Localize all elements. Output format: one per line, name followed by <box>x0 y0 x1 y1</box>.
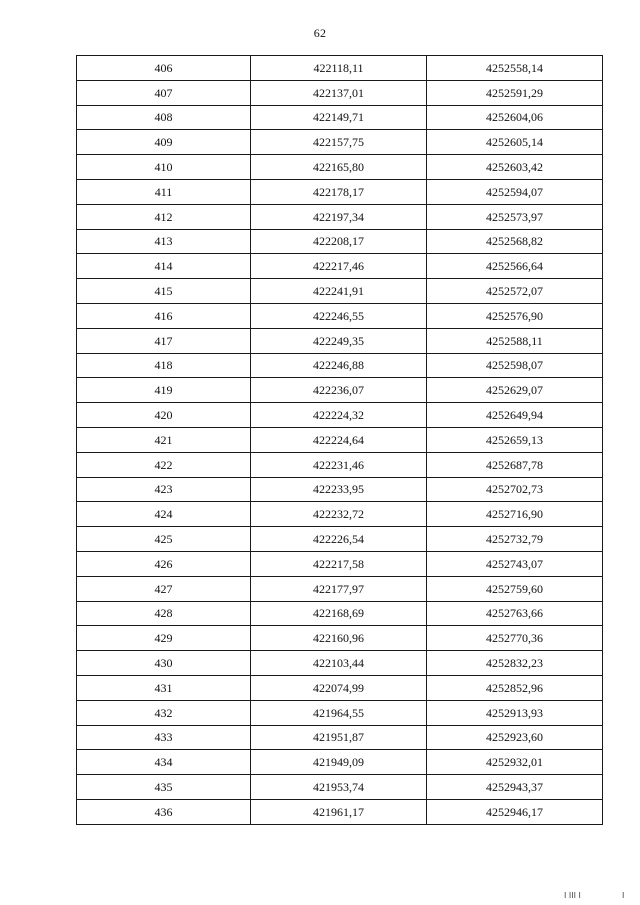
point-number-cell: 432 <box>77 700 251 725</box>
coordinates-table <box>76 55 603 825</box>
y-coordinate-cell: 4252946,17 <box>427 799 603 824</box>
y-coordinate-cell: 4252566,64 <box>427 254 603 279</box>
table-row <box>77 353 603 378</box>
x-coordinate-cell: 422217,58 <box>251 551 427 576</box>
x-coordinate-cell: 422074,99 <box>251 675 427 700</box>
point-number-cell: 407 <box>77 80 251 105</box>
table-row <box>77 700 603 725</box>
y-coordinate-cell: 4252588,11 <box>427 328 603 353</box>
table-row <box>77 204 603 229</box>
point-number-cell: 418 <box>77 353 251 378</box>
x-coordinate-cell: 422160,96 <box>251 626 427 651</box>
y-coordinate-cell: 4252598,07 <box>427 353 603 378</box>
x-coordinate-cell: 422226,54 <box>251 527 427 552</box>
x-coordinate-cell: 422233,95 <box>251 477 427 502</box>
table-row <box>77 527 603 552</box>
y-coordinate-cell: 4252568,82 <box>427 229 603 254</box>
table-row <box>77 303 603 328</box>
point-number-cell: 425 <box>77 527 251 552</box>
y-coordinate-cell: 4252923,60 <box>427 725 603 750</box>
y-coordinate-cell: 4252629,07 <box>427 378 603 403</box>
y-coordinate-cell: 4252659,13 <box>427 427 603 452</box>
point-number-cell: 410 <box>77 155 251 180</box>
point-number-cell: 420 <box>77 403 251 428</box>
y-coordinate-cell: 4252913,93 <box>427 700 603 725</box>
y-coordinate-cell: 4252759,60 <box>427 576 603 601</box>
x-coordinate-cell: 422149,71 <box>251 105 427 130</box>
point-number-cell: 433 <box>77 725 251 750</box>
page-number: 62 <box>313 26 327 40</box>
y-coordinate-cell: 4252943,37 <box>427 775 603 800</box>
x-coordinate-cell: 422246,55 <box>251 303 427 328</box>
table-row <box>77 576 603 601</box>
table-row <box>77 626 603 651</box>
table-row <box>77 675 603 700</box>
point-number-cell: 414 <box>77 254 251 279</box>
point-number-cell: 429 <box>77 626 251 651</box>
table-row <box>77 254 603 279</box>
x-coordinate-cell: 422224,64 <box>251 427 427 452</box>
point-number-cell: 419 <box>77 378 251 403</box>
y-coordinate-cell: 4252832,23 <box>427 651 603 676</box>
point-number-cell: 406 <box>77 56 251 81</box>
table-row <box>77 229 603 254</box>
x-coordinate-cell: 422224,32 <box>251 403 427 428</box>
y-coordinate-cell: 4252591,29 <box>427 80 603 105</box>
table-row <box>77 403 603 428</box>
point-number-cell: 416 <box>77 303 251 328</box>
point-number-cell: 435 <box>77 775 251 800</box>
table-row <box>77 130 603 155</box>
x-coordinate-cell: 422178,17 <box>251 179 427 204</box>
point-number-cell: 430 <box>77 651 251 676</box>
coordinates-table-body <box>77 56 603 825</box>
table-row <box>77 551 603 576</box>
x-coordinate-cell: 422217,46 <box>251 254 427 279</box>
x-coordinate-cell: 421949,09 <box>251 750 427 775</box>
x-coordinate-cell: 422168,69 <box>251 601 427 626</box>
point-number-cell: 436 <box>77 799 251 824</box>
y-coordinate-cell: 4252932,01 <box>427 750 603 775</box>
table-row <box>77 601 603 626</box>
footer-scan-mark: I III I <box>564 891 581 900</box>
x-coordinate-cell: 422137,01 <box>251 80 427 105</box>
x-coordinate-cell: 422231,46 <box>251 452 427 477</box>
x-coordinate-cell: 422246,88 <box>251 353 427 378</box>
point-number-cell: 409 <box>77 130 251 155</box>
y-coordinate-cell: 4252594,07 <box>427 179 603 204</box>
y-coordinate-cell: 4252603,42 <box>427 155 603 180</box>
y-coordinate-cell: 4252743,07 <box>427 551 603 576</box>
y-coordinate-cell: 4252576,90 <box>427 303 603 328</box>
point-number-cell: 434 <box>77 750 251 775</box>
point-number-cell: 422 <box>77 452 251 477</box>
x-coordinate-cell: 422103,44 <box>251 651 427 676</box>
y-coordinate-cell: 4252572,07 <box>427 279 603 304</box>
table-row <box>77 502 603 527</box>
y-coordinate-cell: 4252604,06 <box>427 105 603 130</box>
y-coordinate-cell: 4252770,36 <box>427 626 603 651</box>
x-coordinate-cell: 422249,35 <box>251 328 427 353</box>
table-row <box>77 105 603 130</box>
y-coordinate-cell: 4252763,66 <box>427 601 603 626</box>
table-row <box>77 452 603 477</box>
y-coordinate-cell: 4252716,90 <box>427 502 603 527</box>
x-coordinate-cell: 422165,80 <box>251 155 427 180</box>
point-number-cell: 431 <box>77 675 251 700</box>
table-row <box>77 279 603 304</box>
table-row <box>77 80 603 105</box>
footer-scan-mark-right: I <box>622 891 625 900</box>
point-number-cell: 421 <box>77 427 251 452</box>
y-coordinate-cell: 4252558,14 <box>427 56 603 81</box>
x-coordinate-cell: 421951,87 <box>251 725 427 750</box>
table-row <box>77 328 603 353</box>
table-row <box>77 56 603 81</box>
point-number-cell: 411 <box>77 179 251 204</box>
table-row <box>77 378 603 403</box>
point-number-cell: 413 <box>77 229 251 254</box>
x-coordinate-cell: 421961,17 <box>251 799 427 824</box>
x-coordinate-cell: 422157,75 <box>251 130 427 155</box>
x-coordinate-cell: 422197,34 <box>251 204 427 229</box>
point-number-cell: 408 <box>77 105 251 130</box>
table-row <box>77 155 603 180</box>
point-number-cell: 417 <box>77 328 251 353</box>
x-coordinate-cell: 422177,97 <box>251 576 427 601</box>
point-number-cell: 412 <box>77 204 251 229</box>
table-row <box>77 179 603 204</box>
table-row <box>77 750 603 775</box>
table-row <box>77 799 603 824</box>
point-number-cell: 428 <box>77 601 251 626</box>
x-coordinate-cell: 422232,72 <box>251 502 427 527</box>
y-coordinate-cell: 4252649,94 <box>427 403 603 428</box>
point-number-cell: 415 <box>77 279 251 304</box>
y-coordinate-cell: 4252852,96 <box>427 675 603 700</box>
table-row <box>77 651 603 676</box>
y-coordinate-cell: 4252605,14 <box>427 130 603 155</box>
y-coordinate-cell: 4252732,79 <box>427 527 603 552</box>
table-row <box>77 725 603 750</box>
table-row <box>77 775 603 800</box>
x-coordinate-cell: 422208,17 <box>251 229 427 254</box>
point-number-cell: 426 <box>77 551 251 576</box>
x-coordinate-cell: 422236,07 <box>251 378 427 403</box>
point-number-cell: 424 <box>77 502 251 527</box>
x-coordinate-cell: 422118,11 <box>251 56 427 81</box>
x-coordinate-cell: 421953,74 <box>251 775 427 800</box>
y-coordinate-cell: 4252702,73 <box>427 477 603 502</box>
y-coordinate-cell: 4252687,78 <box>427 452 603 477</box>
point-number-cell: 427 <box>77 576 251 601</box>
y-coordinate-cell: 4252573,97 <box>427 204 603 229</box>
x-coordinate-cell: 421964,55 <box>251 700 427 725</box>
point-number-cell: 423 <box>77 477 251 502</box>
table-row <box>77 477 603 502</box>
x-coordinate-cell: 422241,91 <box>251 279 427 304</box>
table-row <box>77 427 603 452</box>
